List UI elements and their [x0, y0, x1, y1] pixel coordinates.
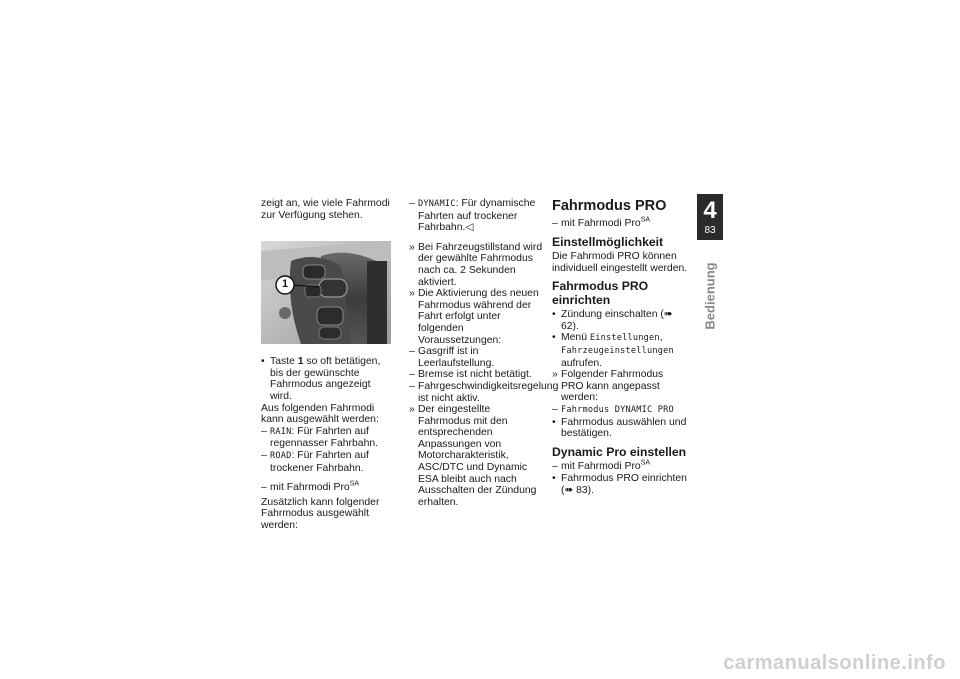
rain-text: : Für Fahrten auf regennasser Fahrbahn. [270, 425, 379, 450]
dash-marker: – [409, 346, 415, 358]
arrow-marker: » [409, 404, 415, 416]
dynamic-text: : Für dynamische Fahrten auf trockener Fahrbahn.◁ [418, 198, 536, 234]
column-2 [409, 198, 559, 508]
result-persist [409, 404, 543, 508]
setup-text: Fahrmodus PRO einrichten [561, 472, 687, 484]
chapter-tab [697, 194, 723, 240]
condition-text: Gasgriff ist in Leerlaufstellung. [418, 346, 495, 369]
chapter-number: 4 [703, 197, 717, 224]
select-text: Fahrmodus auswählen und bestätigen. [561, 416, 687, 440]
menu-code-settings: Einstellungen [589, 333, 660, 344]
extra-mode-text: Zusätzlich kann folgender Fahrmodus ausgewählt werden: [261, 496, 380, 531]
bullet-marker: • [261, 356, 265, 368]
step-text-post: so oft betätigen, bis der gewünschte Fahrmodus angezeigt wird. [270, 356, 381, 402]
handlebar-switch-photo [261, 241, 391, 344]
dynamic-code: DYNAMIC [418, 199, 456, 209]
step-press-button [261, 356, 393, 402]
column-1 [261, 198, 393, 532]
step-key: 1 [297, 356, 304, 368]
mode-dynamic [409, 198, 543, 234]
arrow-marker: » [409, 241, 415, 253]
pro-text: mit Fahrmodi Pro [561, 461, 641, 473]
watermark: carmanualsonline.info [723, 652, 946, 674]
dash-marker: – [552, 218, 558, 229]
section-name: Bedienung [702, 262, 718, 330]
step-setup-pro: • Fahrmodus PRO einrichten (➠ 83). [552, 472, 687, 496]
section-side-label [697, 246, 723, 346]
driving-text: Die Aktivierung des neuen Fahrmodus während der Fahrt erfolgt unter folgenden Voraussetzungen: [418, 288, 539, 346]
heading-options: Einstellmöglichkeit [552, 234, 664, 249]
condition-brake [409, 369, 543, 381]
heading-setup: Fahrmodus PRO einrichten [552, 279, 649, 307]
setup-ref: 83). [573, 484, 594, 496]
menu-post: aufrufen. [561, 357, 603, 369]
dash-marker: – [261, 425, 267, 437]
pro-option [552, 218, 688, 230]
pro-option [261, 482, 393, 494]
sa-mark: SA [640, 216, 651, 224]
road-text: : Für Fahrten auf trockener Fahrbahn. [270, 449, 369, 474]
mode-code: Fahrmodus DYNAMIC PRO [561, 405, 674, 416]
step-text-pre: Taste [270, 356, 298, 368]
road-code: ROAD [270, 450, 292, 461]
arrow-marker: » [409, 288, 415, 300]
dash-marker: – [409, 369, 415, 381]
modes-intro: Aus folgenden Fahrmodi kann ausgewählt werden: [261, 402, 379, 426]
adapt-text: Folgender Fahrmodus PRO kann angepasst werden: [561, 369, 664, 404]
bullet-marker: • [552, 332, 556, 344]
dash-marker: – [409, 198, 415, 209]
dash-marker: – [552, 461, 558, 473]
sa-mark: SA [349, 480, 360, 488]
intro-text: zeigt an, wie viele Fahrmodi zur Verfügung stehen. [261, 198, 390, 221]
ignition-text: Zündung einschalten ( [561, 309, 664, 321]
mode-rain [261, 426, 393, 450]
dash-marker: – [409, 380, 415, 392]
standstill-text: Bei Fahrzeugstillstand wird der gewählte Fahrmodus nach ca. 2 Sekunden aktiviert. [418, 241, 543, 288]
condition-text: Fahrgeschwindigkeitsregelung ist nicht aktiv. [418, 380, 559, 404]
rain-code: RAIN [270, 426, 292, 437]
condition-cruise [409, 380, 559, 404]
ignition-ref: 62). [561, 320, 579, 332]
options-text: Die Fahrmodi PRO können individuell eingestellt werden. [552, 251, 688, 274]
heading-dynamic-pro: Dynamic Pro einstellen [552, 444, 687, 459]
ref-arrow-icon: ➠ [564, 484, 574, 496]
bullet-marker: • [552, 416, 556, 428]
page-number: 83 [704, 225, 716, 236]
ref-arrow-icon: ➠ [663, 309, 673, 321]
section-title: Fahrmodus PRO [552, 198, 667, 214]
menu-pre: Menü [561, 332, 590, 344]
mode-dynamic-pro [552, 404, 688, 417]
step-select [552, 417, 688, 440]
pro-option [552, 461, 688, 473]
result-adapt [552, 369, 688, 404]
dash-marker: – [261, 482, 267, 494]
sa-mark: SA [640, 459, 651, 467]
condition-text: Bremse ist nicht betätigt. [418, 369, 532, 381]
step-menu [552, 332, 688, 369]
mode-road [261, 450, 393, 474]
column-3 [552, 198, 688, 496]
result-driving [409, 288, 543, 346]
dash-marker: – [261, 449, 267, 461]
bullet-marker: • [552, 309, 556, 321]
pro-text: mit Fahrmodi Pro [270, 482, 350, 494]
callout-label-1: 1 [281, 278, 289, 291]
condition-throttle [409, 346, 543, 369]
step-ignition [552, 309, 688, 332]
menu-comma: , [659, 332, 663, 344]
result-standstill [409, 242, 543, 288]
arrow-marker: » [552, 369, 558, 381]
menu-code-vehicle: Fahrzeugeinstellungen [561, 346, 674, 357]
bullet-marker: • [552, 472, 556, 484]
pro-text: mit Fahrmodi Pro [561, 218, 641, 229]
persist-text: Der eingestellte Fahrmodus mit den entsprechenden Anpassungen von Motorcharakteristik, ASC/DTC und Dynamic ESA bleibt auch nach Ausschalten der Zündung erhalten. [418, 404, 537, 508]
dash-marker: – [552, 404, 558, 416]
handlebar-switch-illustration [261, 241, 391, 344]
